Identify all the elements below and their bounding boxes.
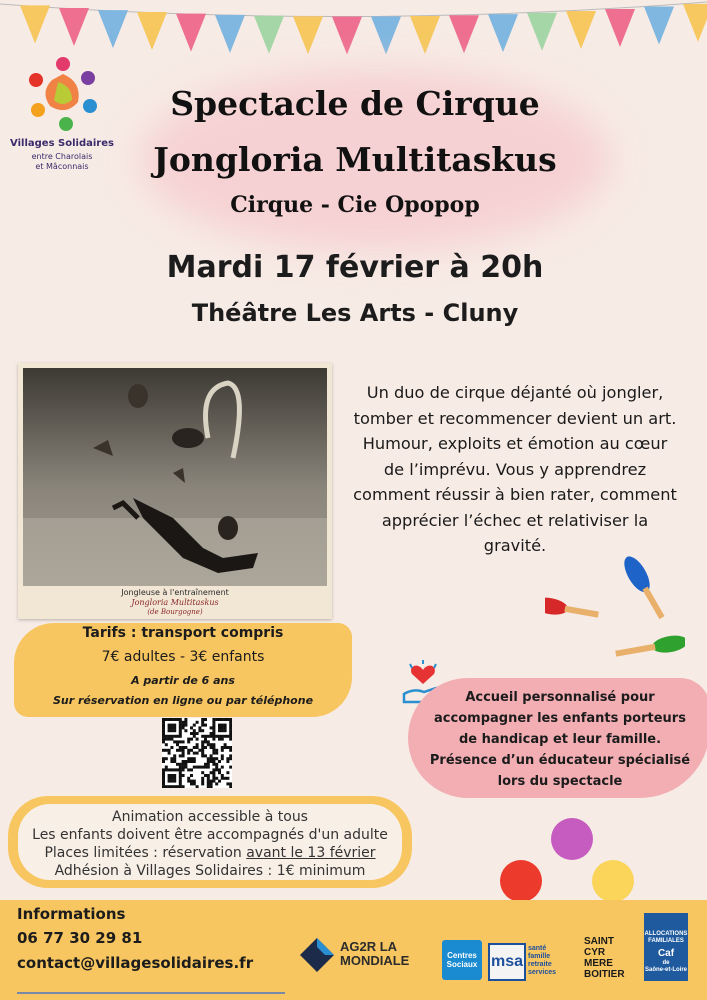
description-line: gravité. bbox=[483, 536, 547, 555]
bunting-flag bbox=[410, 16, 440, 54]
event-subtitle: Cirque - Cie Opopop bbox=[230, 192, 480, 218]
scmb-line: MERE bbox=[584, 958, 613, 969]
bunting-flag bbox=[566, 11, 596, 49]
msa-tagline-line: services bbox=[528, 969, 557, 976]
juggling-balls-icon bbox=[495, 815, 645, 905]
reservation-deadline: avant le 13 février bbox=[246, 845, 376, 861]
contact-phone[interactable]: 06 77 30 29 81 bbox=[17, 929, 143, 947]
info-line: Adhésion à Villages Solidaires : 1€ minimum bbox=[54, 863, 366, 879]
contact-email[interactable]: contact@villagesolidaires.fr bbox=[17, 954, 254, 972]
bunting-flag bbox=[644, 7, 674, 45]
bunting-flag bbox=[332, 17, 362, 55]
photo-caption: Jongleuse à l'entraînement bbox=[121, 588, 229, 597]
juggler-illustration bbox=[23, 368, 327, 586]
footer-divider bbox=[17, 992, 285, 994]
event-venue: Théâtre Les Arts - Cluny bbox=[191, 299, 519, 327]
caf-line: FAMILIALES bbox=[648, 938, 684, 944]
caf-line: Caf bbox=[657, 948, 675, 959]
accueil-line: Accueil personnalisé pour bbox=[465, 690, 655, 705]
description-line: Humour, exploits et émotion au cœur bbox=[362, 434, 668, 453]
event-title-line-1: Spectacle de Cirque bbox=[170, 84, 540, 123]
sponsor-ag2r-line: MONDIALE bbox=[340, 953, 410, 968]
bunting-flag bbox=[20, 5, 50, 43]
bunting-flag bbox=[527, 13, 557, 51]
villages-solidaires-logo-icon bbox=[22, 52, 104, 134]
scmb-line: CYR bbox=[584, 947, 606, 958]
sponsor-ag2r-line: AG2R LA bbox=[340, 939, 398, 954]
sponsor-saint-cyr-mere-boitier bbox=[584, 936, 625, 980]
bunting-flag bbox=[254, 16, 284, 54]
accueil-line: de handicap et leur famille. bbox=[458, 732, 662, 747]
caf-line: ALLOCATIONS bbox=[644, 931, 688, 937]
sponsor-msa-tagline bbox=[528, 945, 556, 977]
bunting-flag bbox=[176, 14, 206, 52]
ag2r-logo-icon bbox=[298, 936, 336, 974]
sponsor-caf bbox=[644, 913, 688, 981]
bunting-flag bbox=[449, 15, 479, 53]
bunting-flag bbox=[215, 15, 245, 53]
event-date: Mardi 17 février à 20h bbox=[166, 250, 544, 285]
sponsor-ag2r bbox=[340, 940, 409, 968]
sponsor-centres-sociaux bbox=[442, 940, 482, 980]
description-line: apprécier l’échec et relativiser la bbox=[381, 510, 649, 530]
description-line: Un duo de cirque déjanté où jongler, bbox=[366, 383, 664, 402]
info-line: Animation accessible à tous bbox=[112, 809, 308, 825]
accueil-line: lors du spectacle bbox=[497, 774, 623, 789]
description-line: tomber et recommencer devient un art. bbox=[353, 408, 677, 428]
bunting-flag bbox=[371, 16, 401, 54]
juggling-clubs-icon bbox=[545, 545, 685, 675]
bunting-flag bbox=[98, 10, 128, 48]
sponsor-centres-line: Sociaux bbox=[446, 960, 478, 969]
scmb-line: SAINT bbox=[584, 936, 614, 947]
event-title-line-2: Jongloria Multitaskus bbox=[153, 140, 557, 179]
bunting-flag bbox=[137, 12, 167, 50]
description-line: comment réussir à bien rater, comment bbox=[353, 485, 677, 504]
show-photo bbox=[18, 363, 332, 619]
scmb-line: BOITIER bbox=[584, 969, 625, 980]
tarifs-reservation: Sur réservation en ligne ou par téléphone bbox=[52, 694, 314, 707]
logo-tagline: entre Charolais bbox=[31, 152, 93, 161]
tarifs-age: A partir de 6 ans bbox=[131, 674, 235, 687]
msa-tagline-line: retraite bbox=[528, 961, 552, 968]
sponsor-centres-line: Centres bbox=[447, 951, 477, 960]
qr-code[interactable] bbox=[162, 718, 232, 788]
sponsor-msa: msa bbox=[488, 943, 526, 981]
accueil-line: Présence d’un éducateur spécialisé bbox=[429, 753, 691, 768]
photo-caption-title: Jongloria Multitaskus bbox=[131, 598, 219, 607]
info-line: Les enfants doivent être accompagnés d'un adulte bbox=[32, 827, 388, 843]
show-description bbox=[330, 380, 700, 559]
bunting-garland bbox=[0, 0, 707, 80]
photo-caption-origin: (de Bourgogne) bbox=[147, 608, 203, 616]
caf-line: Saône-et-Loire bbox=[644, 967, 687, 973]
msa-tagline-line: famille bbox=[528, 953, 551, 960]
caf-line: de bbox=[662, 960, 670, 966]
bunting-flag bbox=[293, 16, 323, 54]
logo-tagline: et Mâconnais bbox=[35, 162, 89, 171]
accueil-line: accompagner les enfants porteurs bbox=[434, 711, 686, 726]
footer-title: Informations bbox=[17, 905, 126, 923]
msa-tagline-line: santé bbox=[528, 945, 547, 952]
info-line-prefix: Places limitées : réservation bbox=[44, 845, 247, 861]
bunting-flag bbox=[59, 8, 89, 46]
info-text bbox=[18, 808, 402, 880]
bunting-flag bbox=[683, 4, 707, 42]
description-line: de l’imprévu. Vous y apprendrez bbox=[383, 459, 647, 479]
bunting-flag bbox=[488, 14, 518, 52]
info-line bbox=[18, 844, 402, 862]
logo-name: Villages Solidaires bbox=[10, 138, 114, 149]
tarifs-title: Tarifs : transport compris bbox=[82, 625, 284, 641]
tarifs-prices: 7€ adultes - 3€ enfants bbox=[101, 649, 265, 665]
accueil-text bbox=[414, 687, 706, 792]
bunting-flag bbox=[605, 9, 635, 47]
